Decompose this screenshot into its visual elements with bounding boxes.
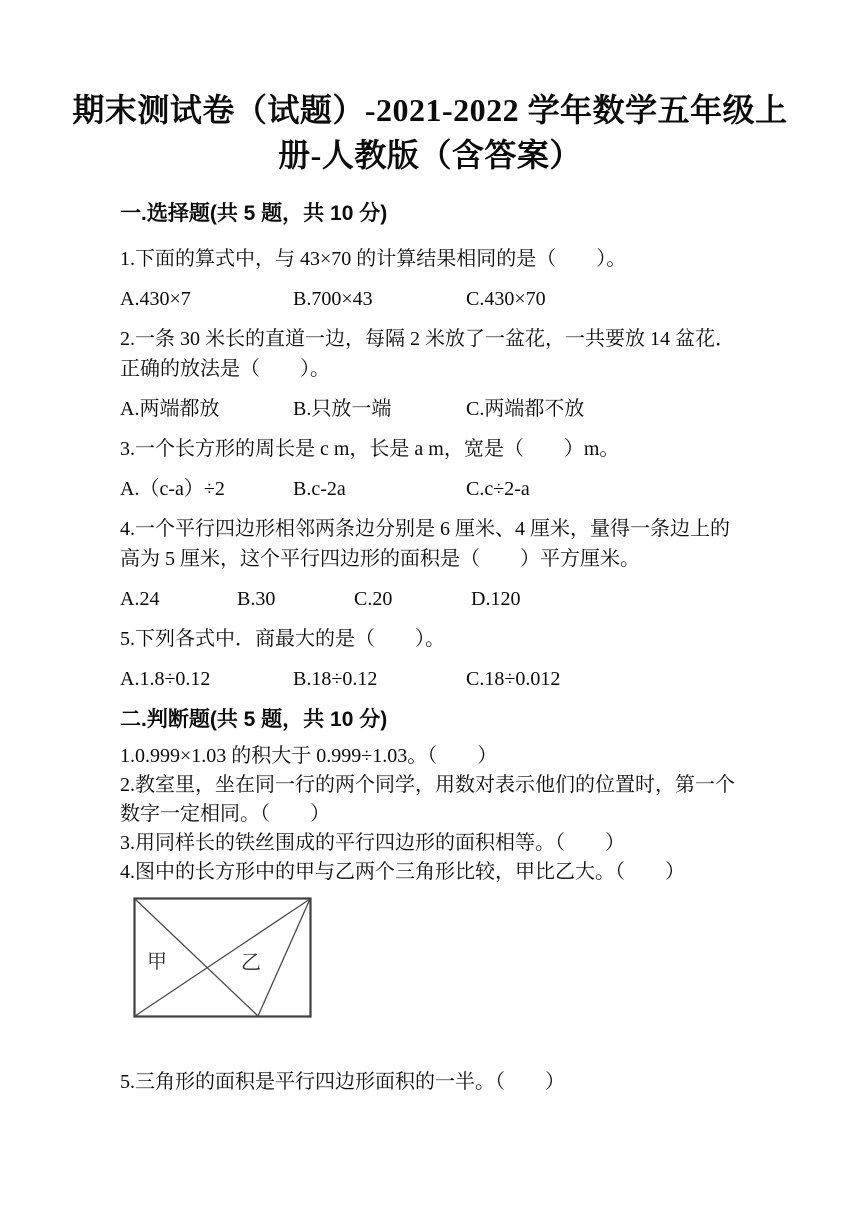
question-4-options — [120, 584, 740, 614]
option: A.1.8÷0.12 — [120, 668, 211, 690]
option: B.700×43 — [293, 288, 373, 310]
option: C.两端都不放 — [466, 398, 585, 420]
question-1-text: 1.下面的算式中，与 43×70 的计算结果相同的是（ ）。 — [120, 248, 627, 270]
option: B.18÷0.12 — [293, 668, 378, 690]
option: B.只放一端 — [293, 398, 392, 420]
question-1-options — [120, 284, 740, 314]
option: C.20 — [354, 588, 393, 610]
option: B.c-2a — [293, 478, 346, 500]
option: A.24 — [120, 588, 160, 610]
page-title: 期末测试卷（试题）-2021-2022 学年数学五年级上册-人教版（含答案） — [72, 92, 788, 173]
option: A.（c-a）÷2 — [120, 478, 225, 500]
rectangle-triangles-figure — [133, 897, 312, 1018]
question-3-options — [120, 474, 740, 504]
option: A.两端都放 — [120, 398, 220, 420]
question-5-text: 5.下列各式中．商最大的是（ ）。 — [120, 628, 445, 650]
option: C.430×70 — [466, 288, 546, 310]
judge-item-1: 1.0.999×1.03 的积大于 0.999÷1.03。（ ） — [120, 745, 498, 767]
figure-label-jia: 甲 — [147, 951, 167, 973]
option: A.430×7 — [120, 288, 191, 310]
section-heading-judge: 二.判断题(共 5 题，共 10 分) — [120, 708, 388, 731]
option: D.120 — [471, 588, 521, 610]
judge-item-4: 4.图中的长方形中的甲与乙两个三角形比较，甲比乙大。（ ） — [120, 861, 685, 883]
judge-item-2: 2.教室里，坐在同一行的两个同学，用数对表示他们的位置时，第一个数字一定相同。（ ） — [120, 774, 735, 825]
question-2-options — [120, 394, 740, 424]
question-4-text: 4.一个平行四边形相邻两条边分别是 6 厘米、4 厘米，量得一条边上的高为 5 厘米，这个平行四边形的面积是（ ）平方厘米。 — [120, 518, 730, 570]
option: C.c÷2-a — [466, 478, 530, 500]
option: C.18÷0.012 — [466, 668, 561, 690]
figure-label-yi: 乙 — [241, 952, 261, 974]
question-2-text: 2.一条 30 米长的直道一边，每隔 2 米放了一盆花，一共要放 14 盆花．正确的放法是（ ）。 — [120, 328, 735, 380]
option: B.30 — [237, 588, 276, 610]
judge-item-3: 3.用同样长的铁丝围成的平行四边形的面积相等。（ ） — [120, 832, 625, 854]
question-3-text: 3.一个长方形的周长是 c m，长是 a m，宽是（ ）m。 — [120, 438, 620, 460]
judge-item-5: 5.三角形的面积是平行四边形面积的一半。（ ） — [120, 1071, 565, 1093]
question-5-options — [120, 664, 740, 694]
section-heading-choice: 一.选择题(共 5 题，共 10 分) — [120, 202, 388, 225]
